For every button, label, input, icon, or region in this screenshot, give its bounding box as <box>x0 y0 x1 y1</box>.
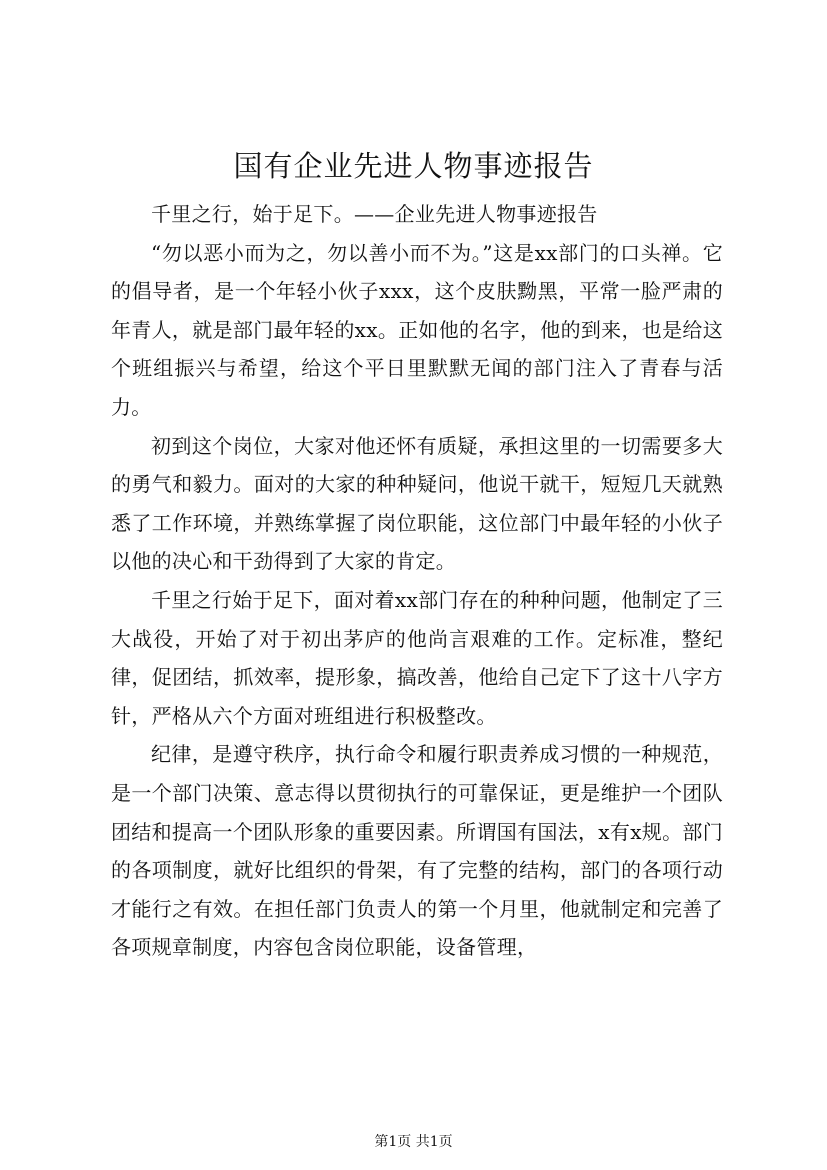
paragraph-1: 千里之行，始于足下。——企业先进人物事迹报告 <box>151 202 598 226</box>
page-footer: 第1页 共1页 <box>374 1134 453 1150</box>
paragraph-2: “勿以恶小而为之，勿以善小而不为。”这是xx部门的口头禅。它的倡导者，是一个年轻小伙子xxx，这个皮肤黝黑，平常一脸严肃的年青人，就是部门最年轻的xx。正如他的名字，他的到来，也是给这个班组振兴与希望，给这个平日里默默无闻的部门注入了青春与活力。 <box>111 240 723 419</box>
document-body <box>111 195 723 967</box>
document-title: 国有企业先进人物事迹报告 <box>233 149 594 183</box>
paragraph-5: 纪律，是遵守秩序，执行命令和履行职责养成习惯的一种规范，是一个部门决策、意志得以贯彻执行的可靠保证，更是维护一个团队团结和提高一个团队形象的重要因素。所谓国有国法，x有x规。部门的各项制度，就好比组织的骨架，有了完整的结构，部门的各项行动才能行之有效。在担任部门负责人的第一个月里，他就制定和完善了各项规章制度，内容包含岗位职能，设备管理， <box>111 742 723 960</box>
paragraph-4: 千里之行始于足下，面对着xx部门存在的种种问题，他制定了三大战役，开始了对于初出茅庐的他尚言艰难的工作。定标准，整纪律，促团结，抓效率，提形象，搞改善，他给自己定下了这十八字方针，严格从六个方面对班组进行积极整改。 <box>111 587 723 728</box>
paragraph-3: 初到这个岗位，大家对他还怀有质疑，承担这里的一切需要多大的勇气和毅力。面对的大家的种种疑问，他说干就干，短短几天就熟悉了工作环境，并熟练掌握了岗位职能，这位部门中最年轻的小伙子以他的决心和干劲得到了大家的肯定。 <box>111 433 723 574</box>
